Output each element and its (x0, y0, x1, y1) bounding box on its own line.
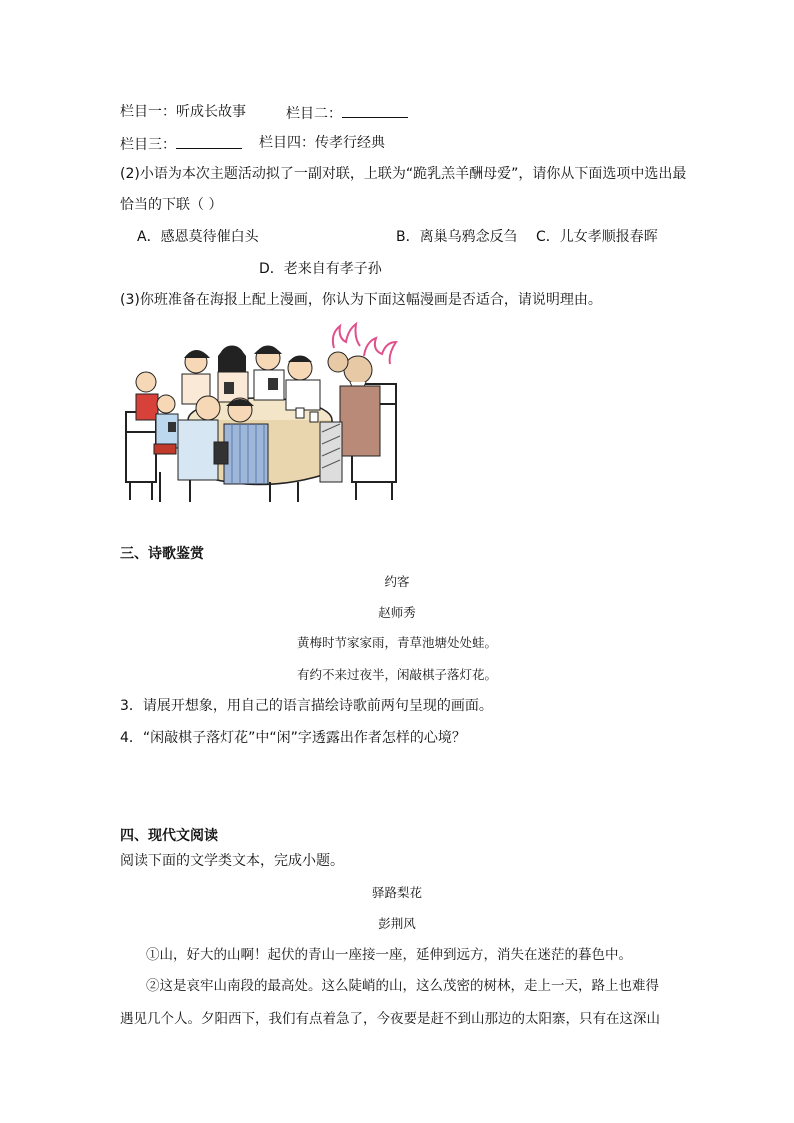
poem-title: 约客 (384, 574, 410, 589)
reading-instruction: 阅读下面的文学类文本，完成小题。 (120, 853, 344, 869)
paragraph-2-line-1: ②这是哀牢山南段的最高处。这么陡峭的山，这么茂密的树林，走上一天，路上也难得 (146, 978, 659, 994)
column-2-label (286, 103, 408, 123)
question-2-line-1: (2)小语为本次主题活动拟了一副对联，上联为“跪乳羔羊酬母爱”，请你从下面选项中选出最 (120, 166, 687, 182)
paragraph-2-line-2: 遇见几个人。夕阳西下，我们有点着急了，今夜要是赶不到山那边的太阳寨，只有在这深山 (120, 1011, 660, 1027)
article-title: 驿路梨花 (371, 885, 422, 900)
section-3-heading: 三、诗歌鉴赏 (120, 546, 204, 562)
option-a[interactable]: A．感恩莫待催白头 (137, 229, 259, 245)
option-c[interactable]: C．儿女孝顺报春晖 (536, 229, 658, 245)
question-3-text: (3)你班准备在海报上配上漫画，你认为下面这幅漫画是否适合，请说明理由。 (120, 292, 602, 308)
column-2-blank[interactable] (342, 103, 408, 118)
paragraph-1: ①山，好大的山啊！起伏的青山一座接一座，延伸到远方，消失在迷茫的暮色中。 (146, 947, 632, 963)
column-3-label (120, 134, 242, 154)
question-4-poem: 4．“闲敲棋子落灯花”中“闲”字透露出作者怎样的心境？ (120, 730, 466, 746)
question-3-poem: 3．请展开想象，用自己的语言描绘诗歌前两句呈现的画面。 (120, 698, 493, 714)
column-4-text: 栏目四：传孝行经典 (259, 135, 385, 151)
column-3-text: 栏目三： (120, 137, 176, 153)
article-author: 彭荆风 (378, 916, 416, 931)
column-3-blank[interactable] (176, 134, 242, 149)
option-b[interactable]: B．离巢乌鸦念反刍 (396, 229, 518, 245)
poem-line-2: 有约不来过夜半，闲敲棋子落灯花。 (296, 667, 497, 682)
column-1-text: 栏目一：听成长故事 (120, 104, 246, 120)
poem-line-1: 黄梅时节家家雨，青草池塘处处蛙。 (296, 635, 497, 650)
family-dinner-cartoon (120, 312, 408, 504)
option-d[interactable]: D．老来自有孝子孙 (259, 261, 382, 277)
section-4-heading: 四、现代文阅读 (120, 828, 218, 844)
poem-author: 赵师秀 (378, 605, 416, 620)
column-2-text: 栏目二： (286, 106, 342, 122)
question-2-line-2: 恰当的下联（ ） (120, 197, 223, 213)
